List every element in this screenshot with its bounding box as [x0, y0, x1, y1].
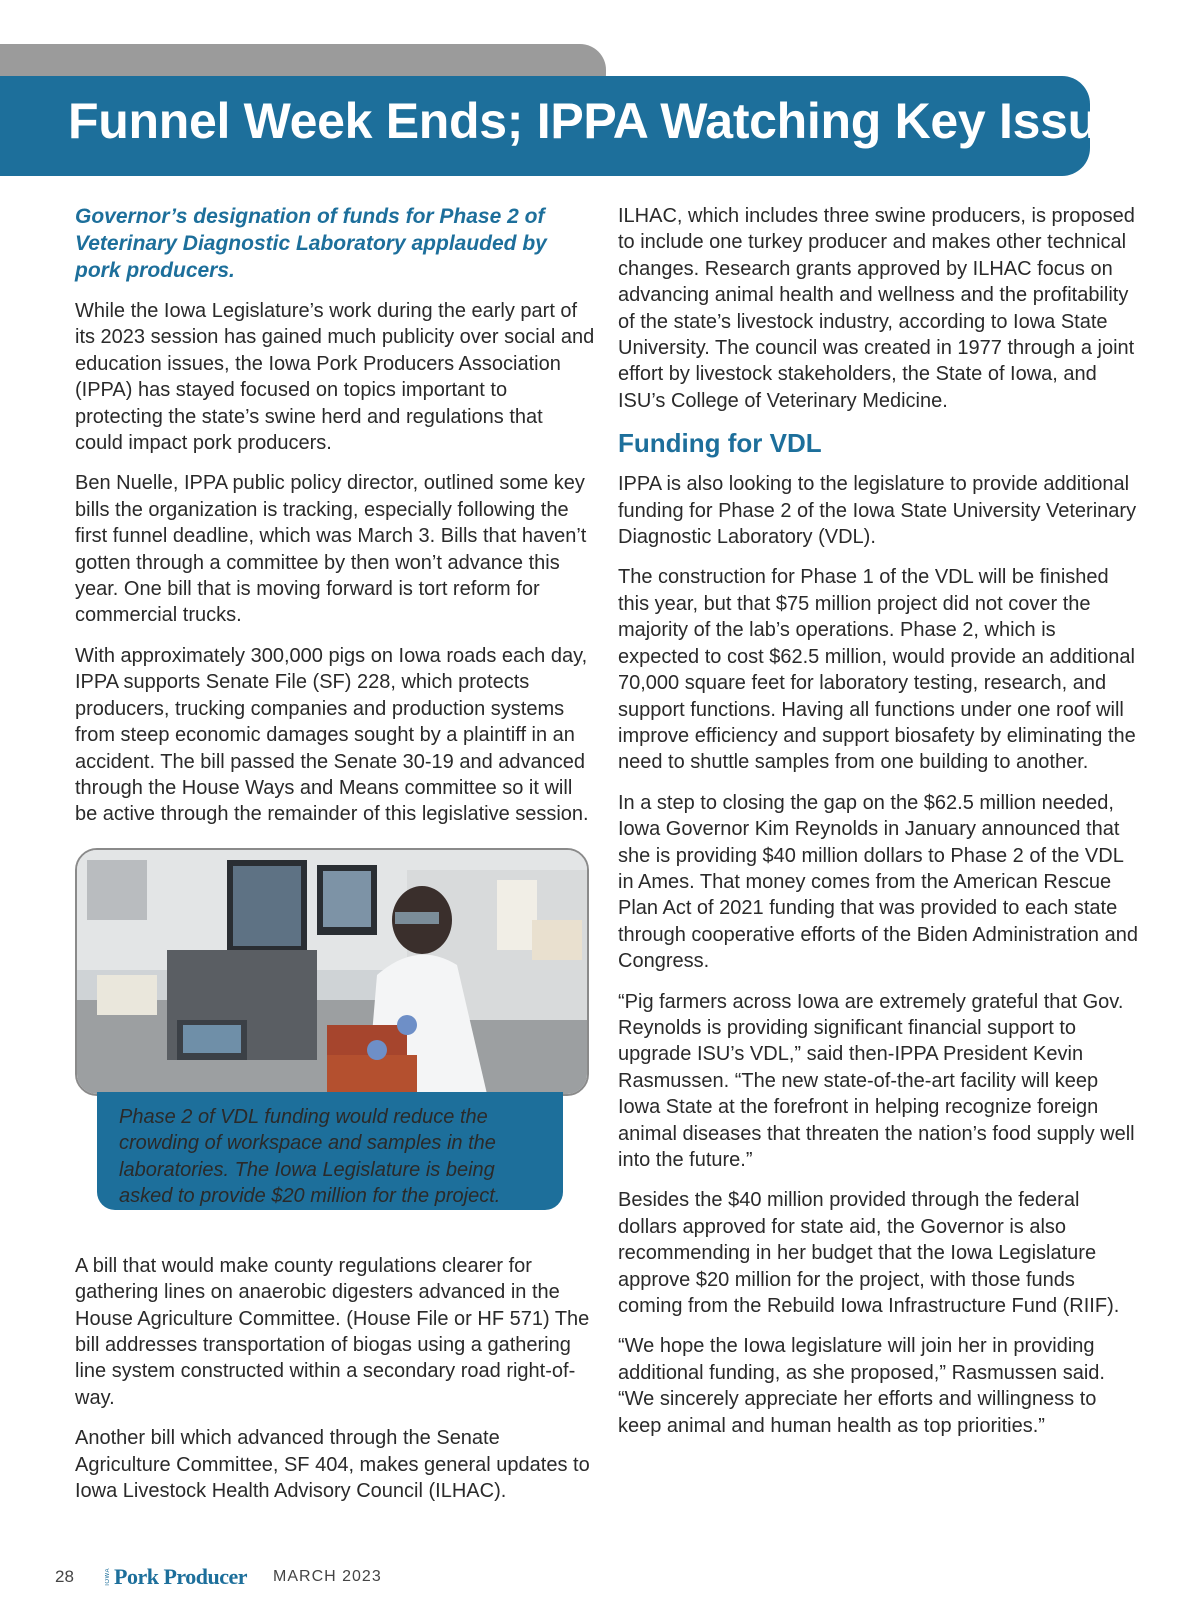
right-column [618, 203, 1138, 1453]
page-title: Funnel Week Ends; IPPA Watching Key Issues [68, 93, 1153, 149]
body-paragraph: Another bill which advanced through the Senate Agriculture Committee, SF 404, makes general updates to Iowa Livestock Health Advisory Council (ILHAC). [75, 1427, 590, 1502]
section-subhead: Funding for VDL [618, 428, 822, 459]
body-paragraph: A bill that would make county regulations clearer for gathering lines on anaerobic digesters advanced in the House Agriculture Committee. (House File or HF 571) The bill addresses transportation of biogas using a gathering line system constructed within a secondary road right-of-way. [75, 1254, 590, 1409]
page-footer [55, 1562, 382, 1592]
body-paragraph: The construction for Phase 1 of the VDL will be finished this year, but that $75 million project did not cover the majority of the lab’s operations. Phase 2, which is expected to cost $62.5 million, would provide an additional 70,000 square feet for laboratory testing, research, and support functions. Having all functions under one roof will improve efficiency and support biosafety by eliminating the need to shuttle samples from one building to another. [618, 566, 1136, 774]
body-paragraph: Besides the $40 million provided through the federal dollars approved for state aid, the Governor is also recommending in her budget that the Iowa Legislature approve $20 million for the project, with those funds coming from the Rebuild Iowa Infrastructure Fund (RIIF). [618, 1189, 1120, 1318]
body-paragraph: In a step to closing the gap on the $62.5 million needed, Iowa Governor Kim Reynolds in January announced that she is providing $40 million dollars to Phase 2 of the VDL in Ames. That money comes from the American Rescue Plan Act of 2021 funding that was provided to each state through cooperative efforts of the Biden Administration and Congress. [618, 791, 1138, 973]
publication-logo [105, 1564, 247, 1590]
body-paragraph: “We hope the Iowa legislature will join her in providing additional funding, as she proposed,” Rasmussen said. “We sincerely appreciate her efforts and willingness to keep animal and human health as top priorities.” [618, 1335, 1105, 1437]
body-paragraph: With approximately 300,000 pigs on Iowa roads each day, IPPA supports Senate File (SF) 228, which protects producers, trucking companies and production systems from steep economic damages sought by a plaintiff in an accident. The bill passed the Senate 30-19 and advanced through the House Ways and Means committee so it will be active through the remainder of this legislative session. [75, 644, 589, 826]
photo-caption-box [97, 1092, 563, 1210]
issue-date: MARCH 2023 [273, 1568, 382, 1585]
left-column [75, 203, 595, 1518]
lab-photo-illustration [77, 850, 587, 1094]
lab-photo [75, 848, 589, 1096]
photo-block [75, 848, 589, 1223]
body-paragraph: ILHAC, which includes three swine producers, is proposed to include one turkey producer and makes other technical changes. Research grants approved by ILHAC focus on advancing animal health and wellness and the profitability of the state’s livestock industry, according to Iowa State University. The council was created in 1977 through a joint effort by livestock stakeholders, the State of Iowa, and ISU’s College of Veterinary Medicine. [618, 205, 1135, 412]
page-number: 28 [55, 1567, 74, 1586]
body-paragraph: IPPA is also looking to the legislature to provide additional funding for Phase 2 of the Iowa State University Veterinary Diagnostic Laboratory (VDL). [618, 473, 1137, 549]
body-paragraph: “Pig farmers across Iowa are extremely grateful that Gov. Reynolds is providing significant financial support to upgrade ISU’s VDL,” said then-IPPA President Kevin Rasmussen. “The new state-of-the-art facility will keep Iowa State at the forefront in helping recognize foreign animal diseases that threaten the nation’s food supply well into the future.” [618, 990, 1135, 1171]
logo-text: Pork Producer [114, 1564, 248, 1589]
photo-caption: Phase 2 of VDL funding would reduce the crowding of workspace and samples in the laboratories. The Iowa Legislature is being asked to provide $20 million for the project. [119, 1105, 501, 1207]
lead-paragraph: Governor’s designation of funds for Phase 2 of Veterinary Diagnostic Laboratory applauded by pork producers. [75, 205, 547, 282]
logo-small-text: IOWA [105, 1568, 111, 1586]
body-paragraph: While the Iowa Legislature’s work during the early part of its 2023 session has gained much publicity over social and education issues, the Iowa Pork Producers Association (IPPA) has stayed focused on topics important to protecting the state’s swine herd and regulations that could impact pork producers. [75, 300, 595, 455]
body-paragraph: Ben Nuelle, IPPA public policy director, outlined some key bills the organization is tracking, especially following the first funnel deadline, which was March 3. Bills that haven’t gotten through a committee by then won’t advance this year. One bill that is moving forward is tort reform for commercial trucks. [75, 472, 587, 627]
